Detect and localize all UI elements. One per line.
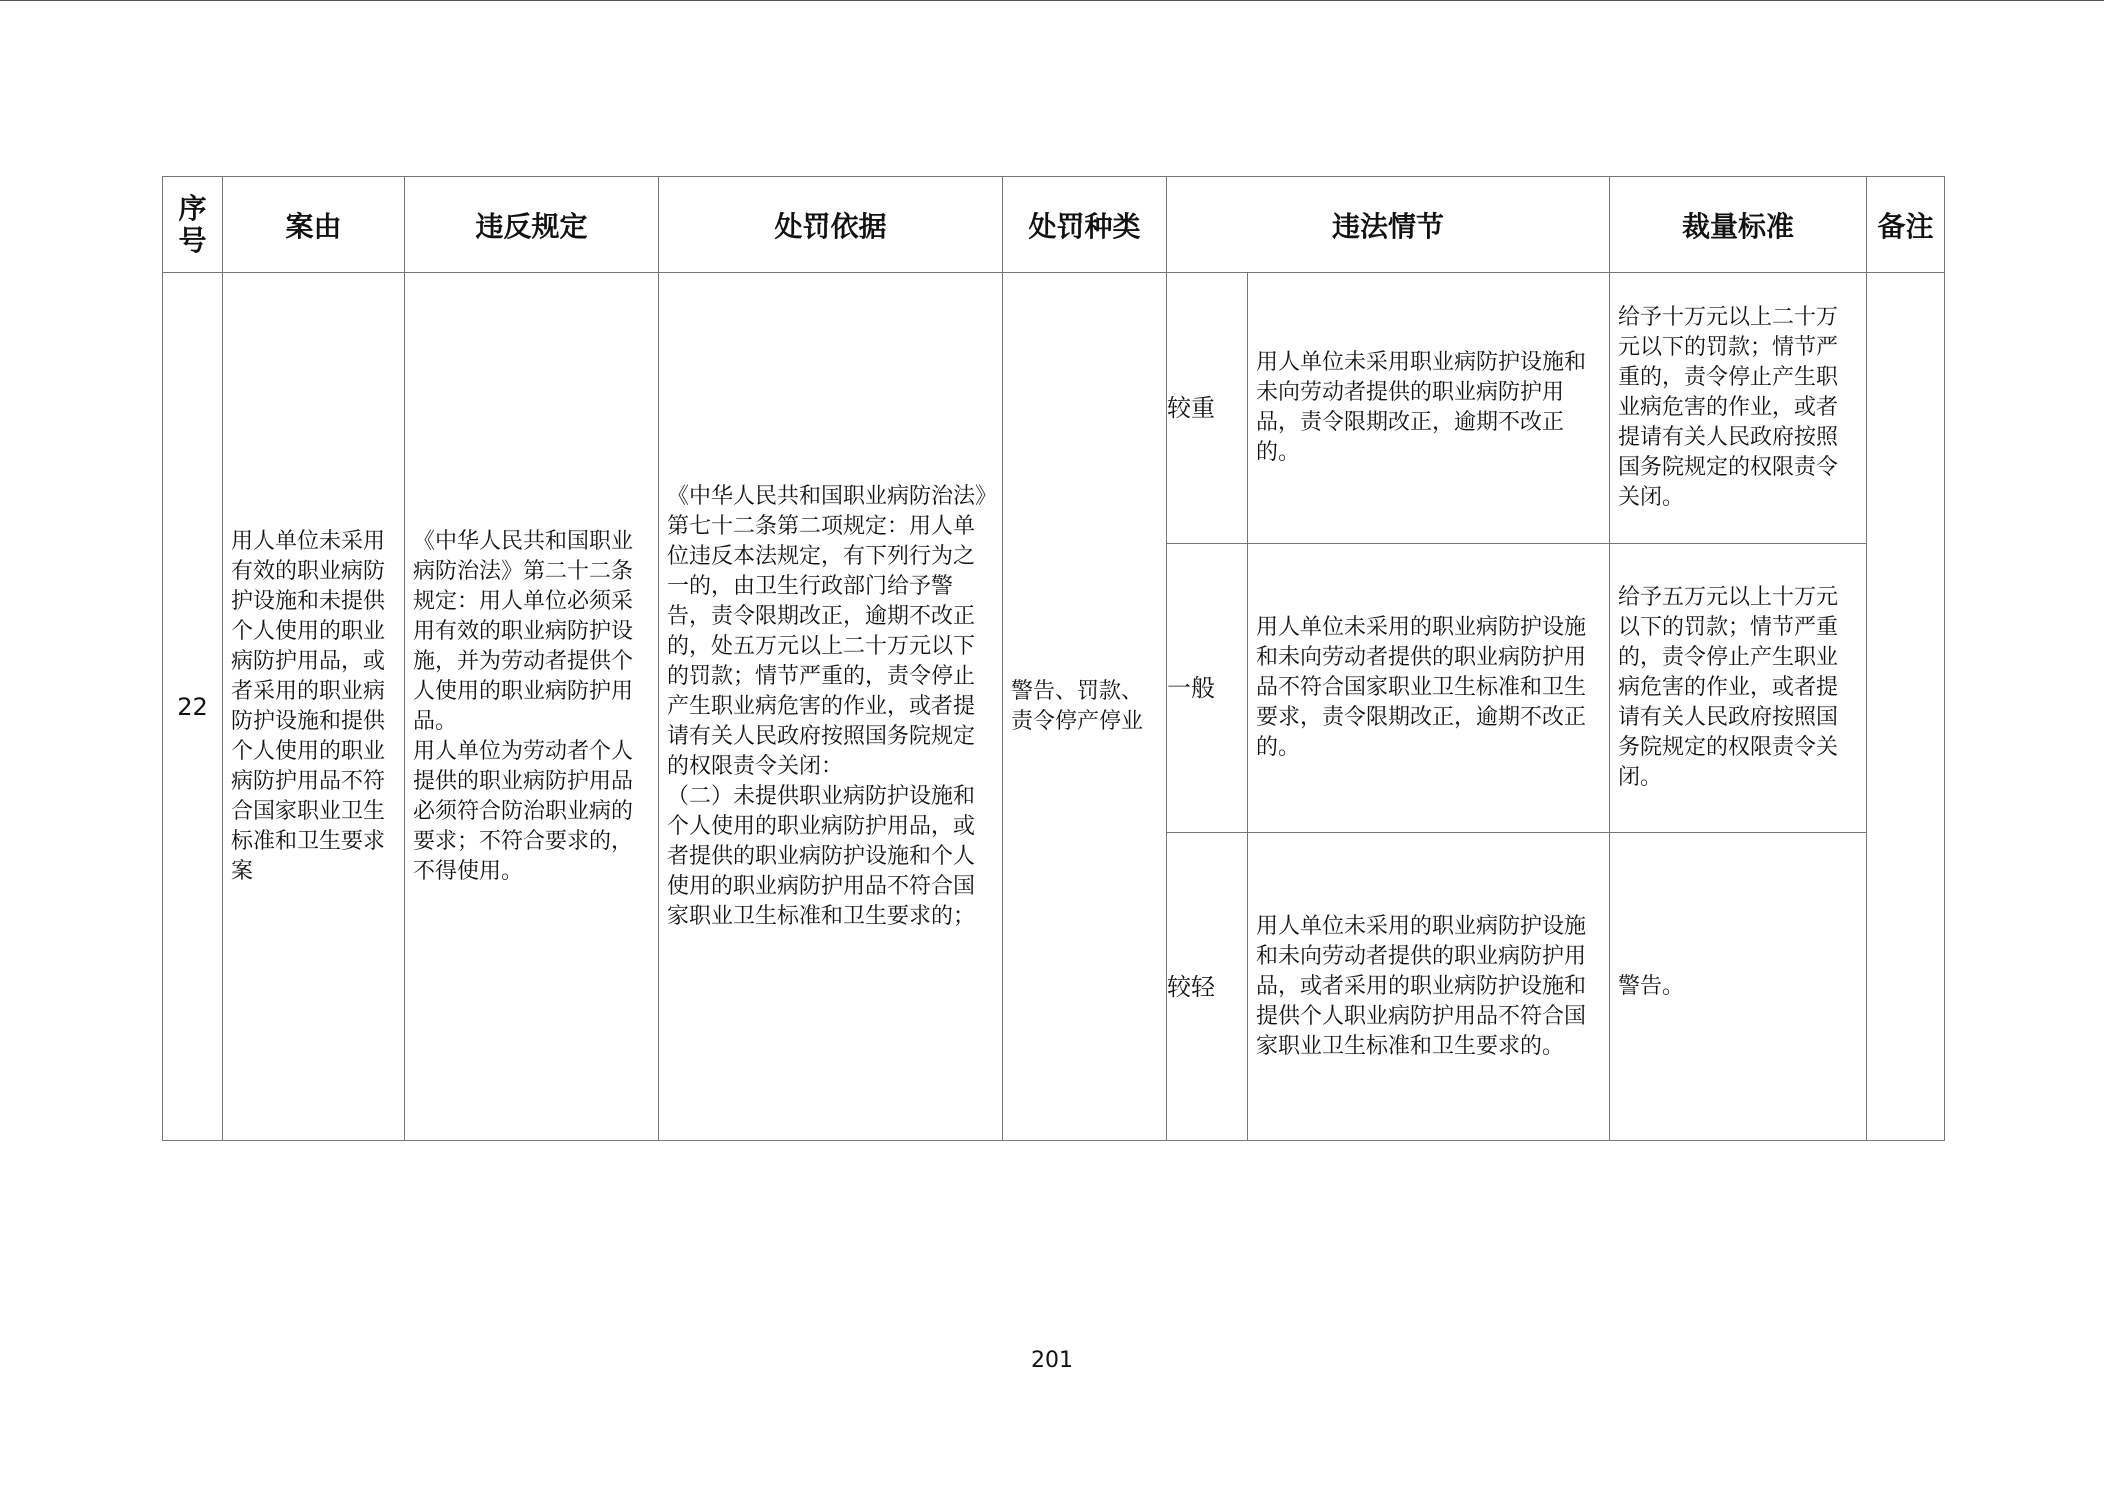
- standard-severe-text: 给予十万元以上二十万元以下的罚款；情节严重的，责令停止产生职业病危害的作业，或者提请有关人民政府按照国务院规定的权限责令关闭。: [1618, 305, 1839, 510]
- header-seq: 序 号: [163, 177, 223, 273]
- level-severe: 较重: [1167, 273, 1248, 544]
- header-row: [163, 177, 1945, 273]
- standard-general-text: 给予五万元以上十万元以下的罚款；情节严重的，责令停止产生职业病危害的作业，或者提请有关人民政府按照国务院规定的权限责令关闭。: [1618, 585, 1839, 790]
- row-remarks: [1867, 273, 1945, 1141]
- page-number: 201: [1031, 1348, 1073, 1373]
- header-standard: 裁量标准: [1610, 177, 1867, 273]
- circumstance-severe: [1248, 273, 1610, 544]
- table-row: [163, 273, 1945, 544]
- header-case: 案由: [223, 177, 405, 273]
- standard-minor: [1610, 833, 1867, 1141]
- standard-minor-text: 警告。: [1618, 973, 1685, 999]
- header-type: 处罚种类: [1003, 177, 1167, 273]
- circumstance-general: [1248, 544, 1610, 833]
- row-violation-text: 《中华人民共和国职业病防治法》第二十二条规定：用人单位必须采用有效的职业病防护设施，并为劳动者提供个人使用的职业病防护用品。 用人单位为劳动者个人提供的职业病防护用品必须符合防治职业病的要求；不符合要求的，不得使用。: [413, 528, 634, 884]
- header-circumstance: 违法情节: [1167, 177, 1610, 273]
- penalty-discretion-table: [162, 176, 1945, 1141]
- circumstance-severe-text: 用人单位未采用职业病防护设施和未向劳动者提供的职业病防护用品，责令限期改正，逾期不改正的。: [1256, 350, 1587, 465]
- row-violation: [405, 273, 659, 1141]
- header-basis: 处罚依据: [659, 177, 1003, 273]
- row-case-text: 用人单位未采用有效的职业病防护设施和未提供个人使用的职业病防护用品，或者采用的职业病防护设施和提供个人使用的职业病防护用品不符合国家职业卫生标准和卫生要求案: [231, 528, 386, 884]
- circumstance-general-text: 用人单位未采用的职业病防护设施和未向劳动者提供的职业病防护用品不符合国家职业卫生标准和卫生要求，责令限期改正，逾期不改正的。: [1256, 615, 1587, 760]
- row-basis-text: 《中华人民共和国职业病防治法》第七十二条第二项规定：用人单位违反本法规定，有下列行为之一的，由卫生行政部门给予警告，责令限期改正，逾期不改正的，处五万元以上二十万元以下的罚款；情节严重的，责令停止产生职业病危害的作业，或者提请有关人民政府按照国务院规定的权限责令关闭： （二）未提供职业病防护设施和个人使用的职业病防护用品，或者提供的职业病防护设施和个人使用的职业病防护用品不符合国家职业卫生标准和卫生要求的；: [667, 483, 987, 929]
- standard-general: [1610, 544, 1867, 833]
- header-remarks: 备注: [1867, 177, 1945, 273]
- header-violation: 违反规定: [405, 177, 659, 273]
- row-seq: 22: [163, 273, 223, 1141]
- level-minor: 较轻: [1167, 833, 1248, 1141]
- row-type-text: 警告、罚款、责令停产停业: [1011, 678, 1144, 734]
- circumstance-minor-text: 用人单位未采用的职业病防护设施和未向劳动者提供的职业病防护用品，或者采用的职业病防护设施和提供个人职业病防护用品不符合国家职业卫生标准和卫生要求的。: [1256, 913, 1587, 1059]
- circumstance-minor: [1248, 833, 1610, 1141]
- standard-severe: [1610, 273, 1867, 544]
- row-case: [223, 273, 405, 1141]
- level-general: 一般: [1167, 544, 1248, 833]
- row-type: [1003, 273, 1167, 1141]
- page-top-rule: [0, 0, 2104, 1]
- row-basis: [659, 273, 1003, 1141]
